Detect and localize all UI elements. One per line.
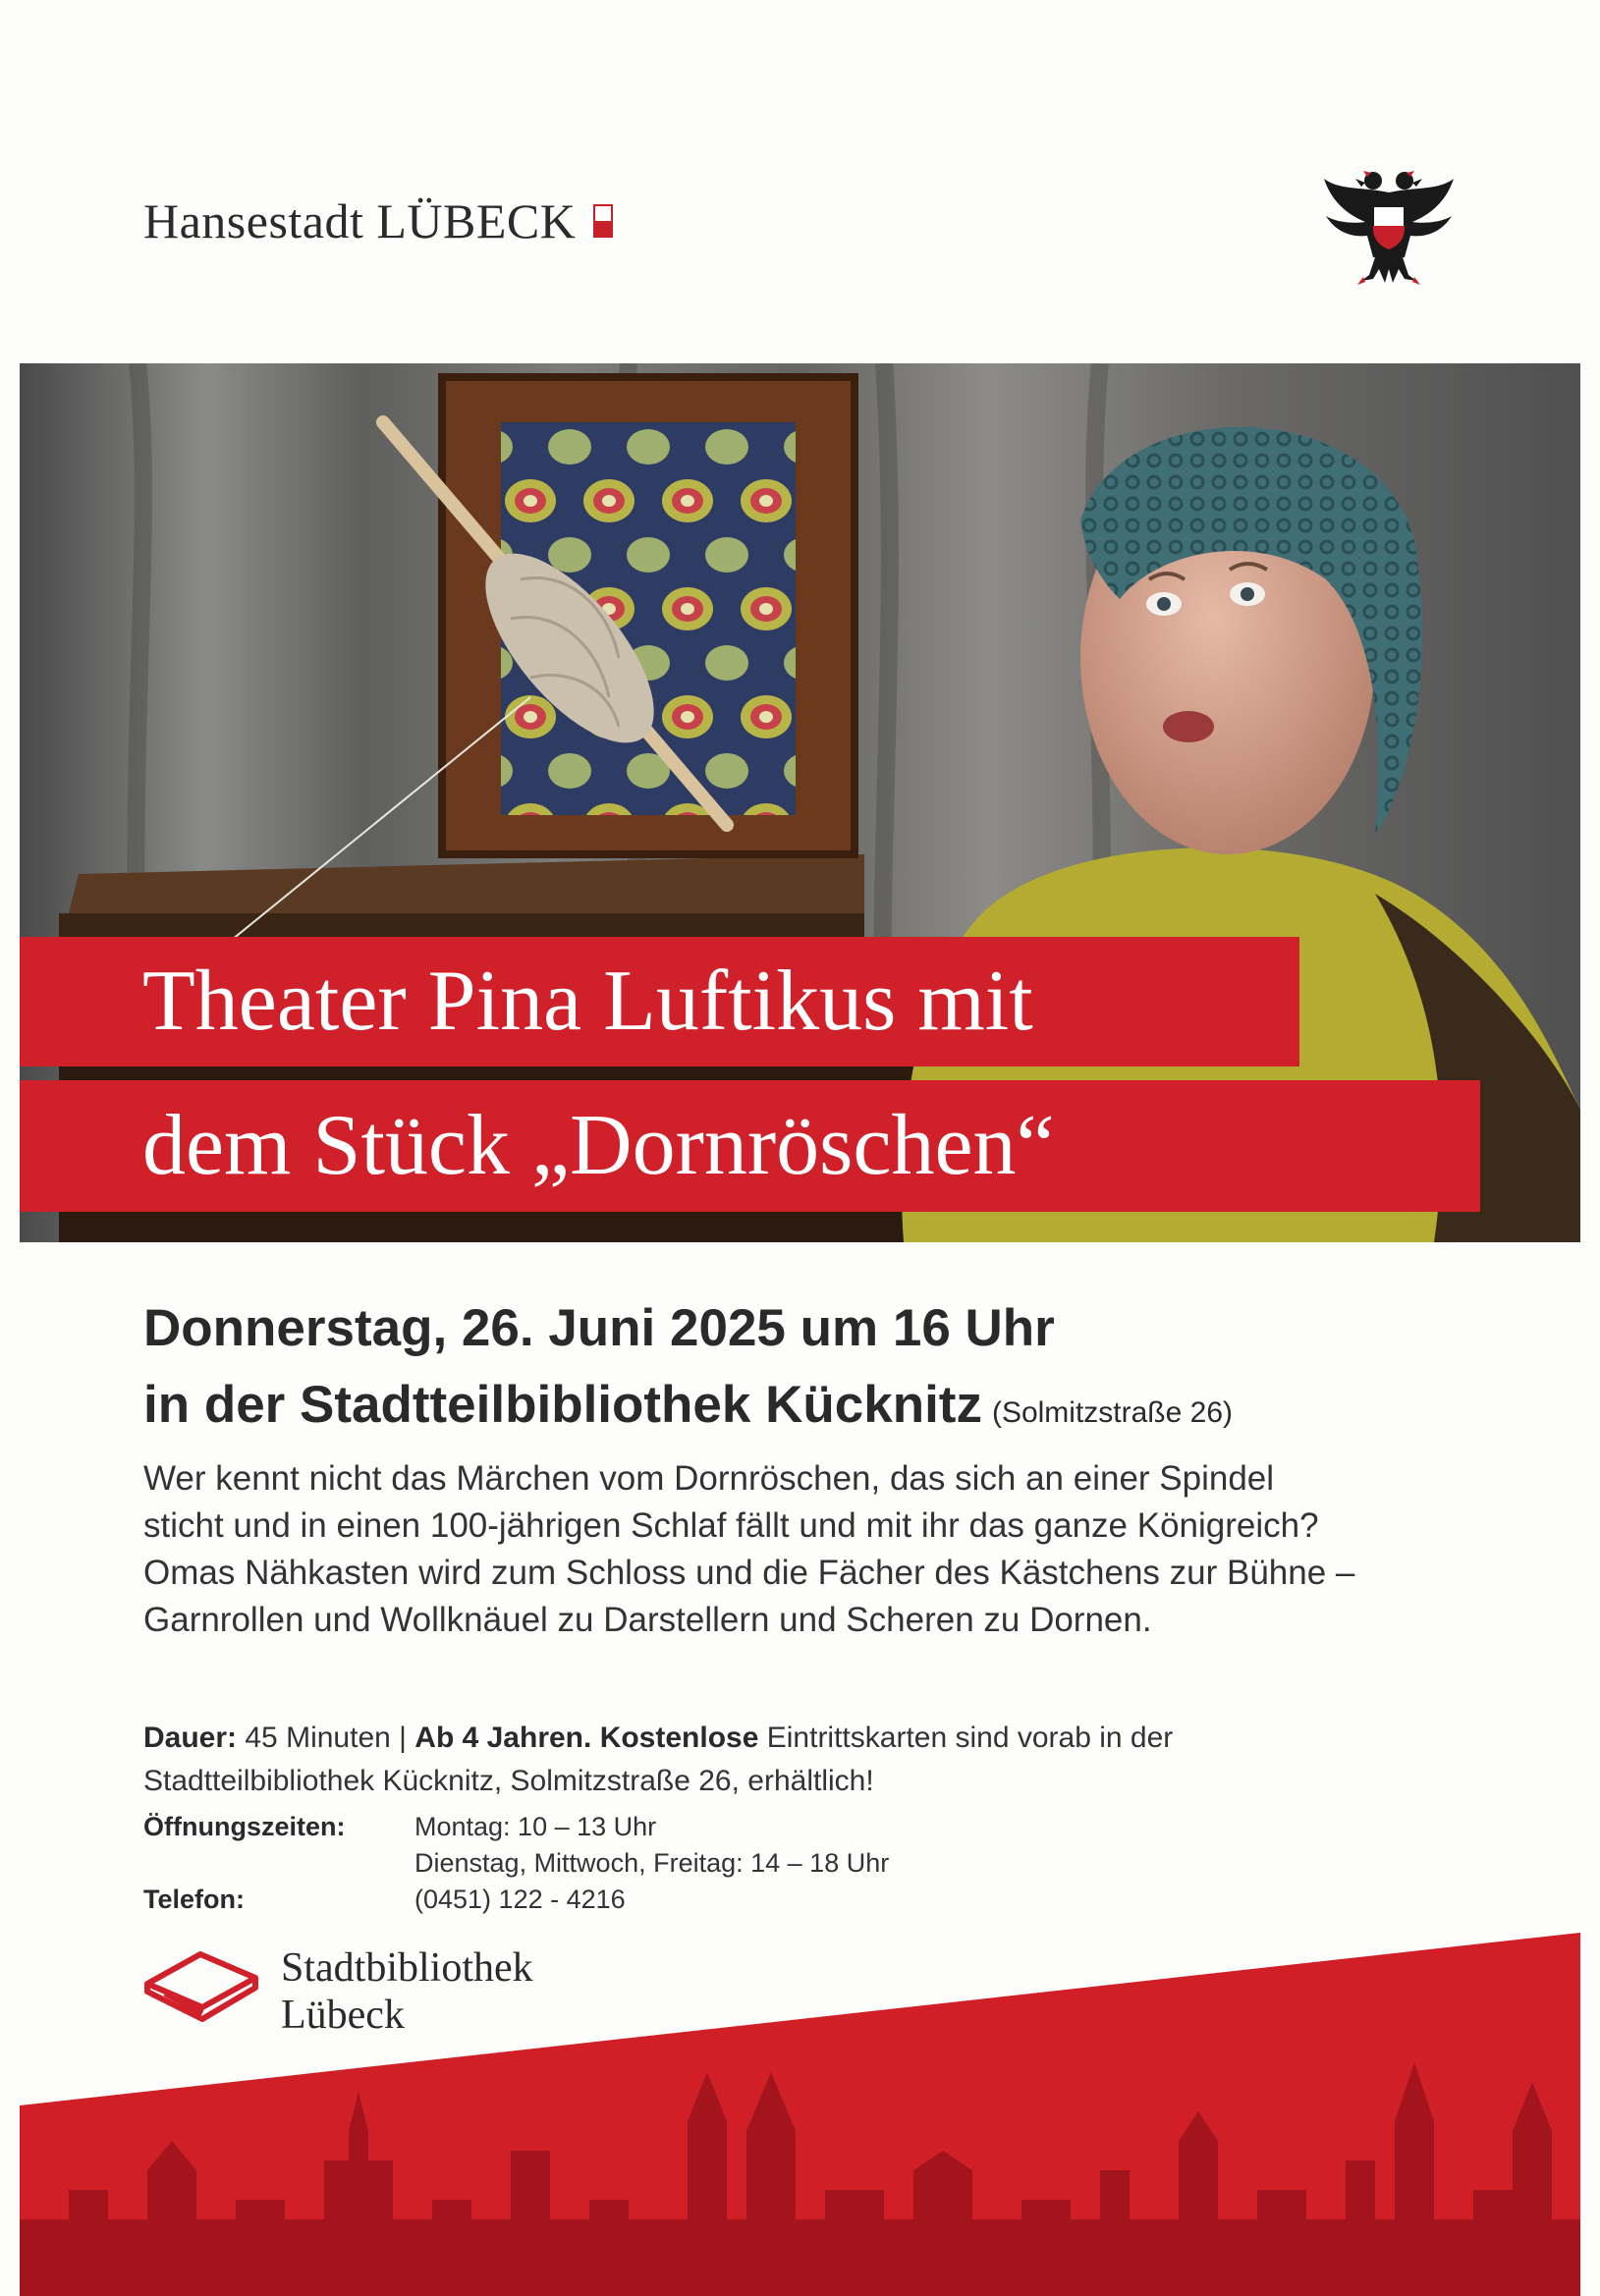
headline-line-1-text: Theater Pina Luftikus mit xyxy=(142,954,1033,1049)
phone-label: Telefon: xyxy=(143,1885,245,1914)
event-venue xyxy=(143,1375,1233,1435)
headline-line-2-text: dem Stück „Dornröschen“ xyxy=(142,1098,1055,1193)
age-recommendation: Ab 4 Jahren. xyxy=(414,1722,592,1754)
city-flag-icon xyxy=(593,204,613,238)
phone-number[interactable]: (0451) 122 - 4216 xyxy=(414,1885,626,1914)
hours-label: Öffnungszeiten: xyxy=(143,1812,346,1841)
hours-line-2: Dienstag, Mittwoch, Freitag: 14 – 18 Uhr xyxy=(414,1848,890,1878)
hours-line-1: Montag: 10 – 13 Uhr xyxy=(414,1812,657,1841)
duration-label: Dauer: xyxy=(143,1722,238,1754)
opening-hours xyxy=(143,1809,889,1918)
event-details xyxy=(143,1717,1361,1803)
book-logo-icon xyxy=(143,1948,259,2025)
event-date: Donnerstag, 26. Juni 2025 um 16 Uhr xyxy=(143,1299,1055,1357)
eagle-coat-of-arms-icon xyxy=(1322,167,1456,289)
logo-line-2: Lübeck xyxy=(281,1993,405,2038)
free-label: Kostenlose xyxy=(599,1722,759,1754)
headline-line-2 xyxy=(20,1080,1480,1212)
logo-line-1: Stadtbibliothek xyxy=(281,1945,533,1991)
tickets-info: Eintrittskarten sind vorab in der Stadtteilbibliothek Kücknitz, Solmitzstraße 26, erhältlich! xyxy=(143,1722,1174,1797)
city-brand-text: Hansestadt LÜBECK xyxy=(143,193,577,248)
venue-address: (Solmitzstraße 26) xyxy=(991,1396,1234,1429)
city-brand xyxy=(143,192,613,249)
venue-name: in der Stadtteilbibliothek Kücknitz xyxy=(143,1376,982,1434)
duration-value: 45 Minuten | xyxy=(245,1722,415,1754)
headline-line-1 xyxy=(20,937,1299,1066)
event-description: Wer kennt nicht das Märchen vom Dornröschen, das sich an einer Spindel sticht und in einen 100-jährigen Schlaf fällt und mit ihr das ganze Königreich? Omas Nähkasten wird zum Schloss und die Fächer des Kästchens zur Bühne – Garnrollen und Wollknäuel zu Darstellern und Scheren zu Dornen. xyxy=(143,1459,1355,1639)
stadtbibliothek-logo xyxy=(143,1945,533,2039)
